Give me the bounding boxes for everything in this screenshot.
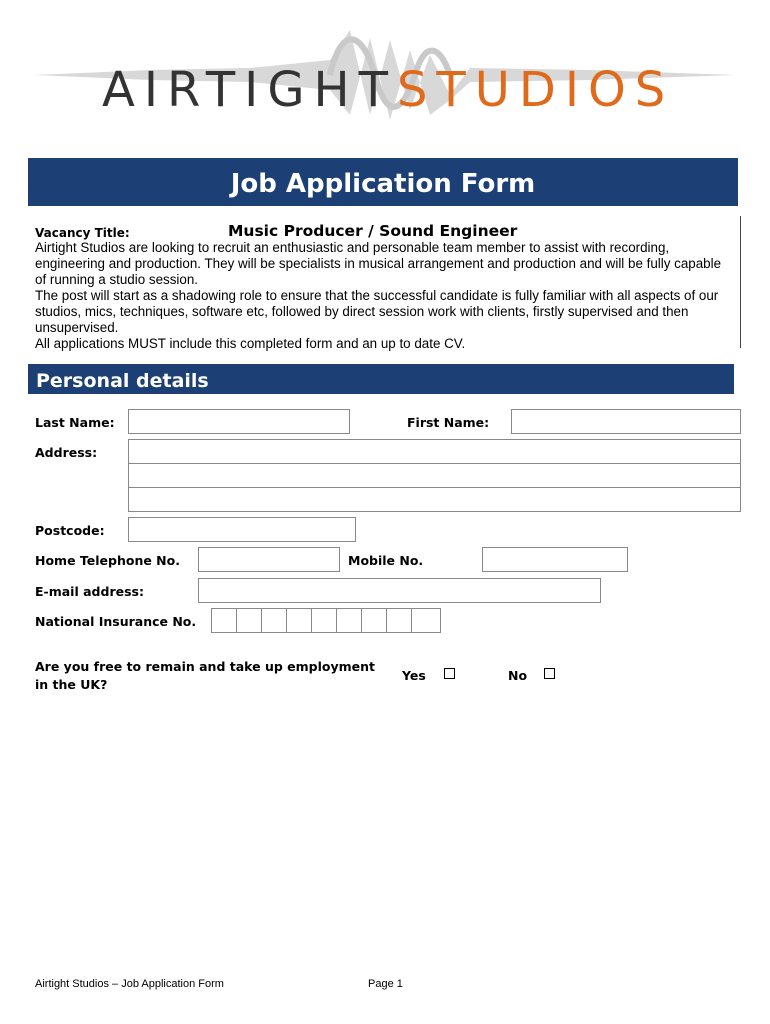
mobile-field[interactable] <box>482 547 628 572</box>
address-line-2-field[interactable] <box>128 463 741 488</box>
national-insurance-label: National Insurance No. <box>35 614 197 629</box>
home-telephone-field[interactable] <box>198 547 340 572</box>
postcode-field[interactable] <box>128 517 356 542</box>
last-name-label: Last Name: <box>35 415 115 430</box>
ni-digit-cell[interactable] <box>212 609 237 633</box>
ni-digit-cell[interactable] <box>312 609 337 633</box>
ni-digit-cell[interactable] <box>387 609 412 633</box>
footer-text: Airtight Studios – Job Application Form <box>35 978 224 990</box>
intro-text <box>35 240 735 352</box>
title-banner <box>28 158 738 206</box>
no-label: No <box>508 668 528 683</box>
section-title: Personal details <box>36 370 209 392</box>
first-name-label: First Name: <box>407 415 490 430</box>
national-insurance-field[interactable] <box>211 608 441 633</box>
last-name-field[interactable] <box>128 409 350 434</box>
ni-digit-cell[interactable] <box>287 609 312 633</box>
page-title: Job Application Form <box>230 169 536 199</box>
ni-digit-cell[interactable] <box>337 609 362 633</box>
intro-paragraph-2: The post will start as a shadowing role to ensure that the successful candidate is fully familiar with all aspects of our studios, mics, techniques, software etc, followed by direct session work with clients, firstly supervised and then unsupervised. <box>35 288 719 335</box>
postcode-label: Postcode: <box>35 523 105 538</box>
mobile-label: Mobile No. <box>348 553 424 568</box>
vacancy-title: Music Producer / Sound Engineer <box>228 222 518 240</box>
ni-digit-cell[interactable] <box>237 609 262 633</box>
email-label: E-mail address: <box>35 584 144 599</box>
home-telephone-label: Home Telephone No. <box>35 553 180 568</box>
logo-text-airtight: AIRTIGHT <box>102 62 397 118</box>
divider-line <box>740 216 741 348</box>
uk-employment-question-line-2: in the UK? <box>35 677 108 692</box>
page-number: Page 1 <box>368 978 403 990</box>
vacancy-label: Vacancy Title: <box>35 226 130 240</box>
intro-paragraph-1: Airtight Studios are looking to recruit an enthusiastic and personable team member to assist with recording, engineering and production. They will be specialists in musical arrangement and production and will be fully capable of running a studio session. <box>35 240 722 287</box>
uk-employment-question-line-1: Are you free to remain and take up employment <box>35 659 376 674</box>
yes-checkbox[interactable] <box>444 668 455 679</box>
ni-digit-cell[interactable] <box>362 609 387 633</box>
address-line-1-field[interactable] <box>128 439 741 464</box>
intro-paragraph-3: All applications MUST include this completed form and an up to date CV. <box>35 336 466 351</box>
section-banner-personal <box>28 364 734 394</box>
ni-digit-cell[interactable] <box>262 609 287 633</box>
first-name-field[interactable] <box>511 409 741 434</box>
no-checkbox[interactable] <box>544 668 555 679</box>
ni-digit-cell[interactable] <box>412 609 437 633</box>
address-label: Address: <box>35 445 98 460</box>
yes-label: Yes <box>402 668 426 683</box>
logo <box>30 20 740 130</box>
email-field[interactable] <box>198 578 601 603</box>
address-line-3-field[interactable] <box>128 487 741 512</box>
logo-text-studios: STUDIOS <box>396 62 675 118</box>
